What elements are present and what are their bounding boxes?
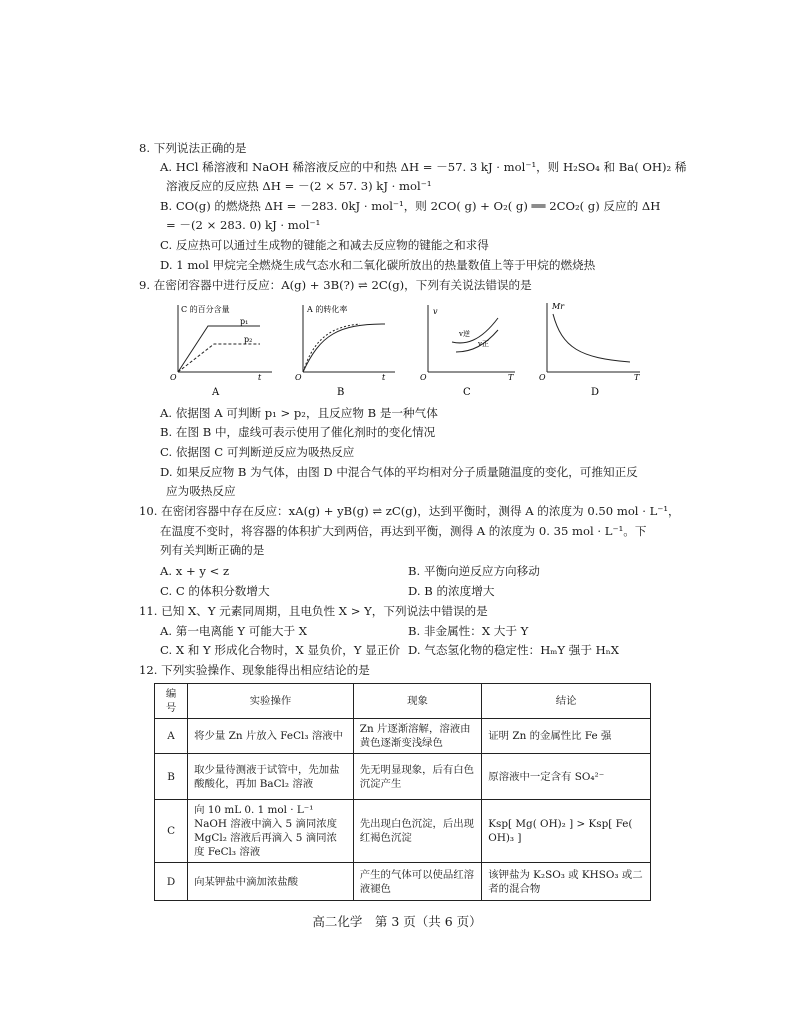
row-c-number: C bbox=[155, 800, 188, 863]
row-b-phenomenon: 先无明显现象，后有白色沉淀产生 bbox=[353, 754, 482, 800]
row-a-conclusion: 证明 Zn 的金属性比 Fe 强 bbox=[482, 719, 651, 754]
row-b-operation: 取少量待测液于试管中，先加盐酸酸化，再加 BaCl₂ 溶液 bbox=[188, 754, 354, 800]
q10-option-d: D. B 的浓度增大 bbox=[408, 584, 495, 598]
row-c-operation: 向 10 mL 0. 1 mol · L⁻¹ NaOH 溶液中滴入 5 滴同浓度 MgCl₂ 溶液后再滴入 5 滴同浓度 FeCl₃ 溶液 bbox=[188, 800, 354, 863]
q9-option-c: C. 依据图 C 可判断逆反应为吸热反应 bbox=[160, 445, 355, 459]
figure-a-p2-label: p₂ bbox=[244, 335, 253, 344]
q8-option-c: C. 反应热可以通过生成物的键能之和减去反应物的键能之和求得 bbox=[160, 238, 489, 252]
experiment-table bbox=[154, 683, 651, 901]
row-a-operation: 将少量 Zn 片放入 FeCl₃ 溶液中 bbox=[188, 719, 354, 754]
row-c-phenomenon: 先出现白色沉淀，后出现红褐色沉淀 bbox=[353, 800, 482, 863]
q8-option-a-cont: 溶液反应的反应热 ΔH = －(2 × 57. 3) kJ · mol⁻¹ bbox=[166, 179, 432, 193]
figure-b-caption: B bbox=[337, 387, 345, 398]
q10-stem-line1: 10. 在密闭容器中存在反应：xA(g) + yB(g) ⇌ zC(g)，达到平衡时，测得 A 的浓度为 0.50 mol · L⁻¹， bbox=[139, 504, 680, 518]
row-d-number: D bbox=[155, 863, 188, 901]
q9-option-a: A. 依据图 A 可判断 p₁ > p₂，且反应物 B 是一种气体 bbox=[160, 406, 438, 420]
q8-option-b: B. CO(g) 的燃烧热 ΔH = －283. 0kJ · mol⁻¹，则 2CO( g) + O₂( g) ══ 2CO₂( g) 反应的 ΔH bbox=[160, 199, 661, 213]
figure-c-vfwd-label: v正 bbox=[478, 340, 489, 348]
row-a-phenomenon: Zn 片逐渐溶解，溶液由黄色逐渐变浅绿色 bbox=[353, 719, 482, 754]
q12-stem: 12. 下列实验操作、现象能得出相应结论的是 bbox=[139, 663, 370, 677]
q10-stem-line3: 列有关判断正确的是 bbox=[160, 543, 265, 557]
figure-c-origin: O bbox=[420, 373, 427, 382]
q9-option-d: D. 如果反应物 B 为气体，由图 D 中混合气体的平均相对分子质量随温度的变化，可推知正反 bbox=[160, 465, 638, 479]
header-operation: 实验操作 bbox=[188, 684, 354, 719]
row-d-conclusion: 该钾盐为 K₂SO₃ 或 KHSO₃ 或二者的混合物 bbox=[482, 863, 651, 901]
figure-b-xlabel: t bbox=[382, 373, 386, 382]
q11-option-b: B. 非金属性：X 大于 Y bbox=[408, 624, 529, 638]
figure-c-caption: C bbox=[463, 387, 471, 398]
figure-d-ylabel: Mr bbox=[552, 302, 565, 311]
q9-figures bbox=[160, 300, 660, 400]
header-phenomenon: 现象 bbox=[353, 684, 482, 719]
figure-b-dashed-curve bbox=[303, 324, 360, 372]
q8-option-d: D. 1 mol 甲烷完全燃烧生成气态水和二氧化碳所放出的热量数值上等于甲烷的燃烧热 bbox=[160, 258, 596, 272]
figure-b-ylabel: A 的转化率 bbox=[307, 305, 348, 314]
page-footer: 高二化学 第 3 页（共 6 页） bbox=[312, 914, 482, 929]
figure-d-curve bbox=[553, 314, 630, 362]
figure-d-caption: D bbox=[591, 387, 600, 398]
figure-c-ylabel: v bbox=[433, 307, 438, 316]
row-b-conclusion: 原溶液中一定含有 SO₄²⁻ bbox=[482, 754, 651, 800]
figure-c bbox=[420, 305, 515, 398]
q8-option-b-cont: = －(2 × 283. 0) kJ · mol⁻¹ bbox=[166, 218, 321, 232]
figure-d-origin: O bbox=[539, 373, 546, 382]
q8-option-a: A. HCl 稀溶液和 NaOH 稀溶液反应的中和热 ΔH = －57. 3 kJ · mol⁻¹，则 H₂SO₄ 和 Ba( OH)₂ 稀 bbox=[160, 160, 687, 174]
table-row bbox=[155, 800, 651, 863]
q9-option-b: B. 在图 B 中，虚线可表示使用了催化剂时的变化情况 bbox=[160, 425, 436, 439]
header-conclusion: 结论 bbox=[482, 684, 651, 719]
figure-a-origin: O bbox=[170, 373, 177, 382]
q8-stem: 8. 下列说法正确的是 bbox=[139, 141, 247, 155]
row-c-conclusion: Ksp[ Mg( OH)₂ ] > Ksp[ Fe( OH)₃ ] bbox=[482, 800, 651, 863]
q11-stem: 11. 已知 X、Y 元素同周期，且电负性 X > Y，下列说法中错误的是 bbox=[139, 604, 488, 618]
figure-a-caption: A bbox=[212, 387, 220, 398]
figure-a-p1-label: p₁ bbox=[240, 317, 249, 326]
figure-b-origin: O bbox=[295, 373, 302, 382]
row-d-phenomenon: 产生的气体可以使品红溶液褪色 bbox=[353, 863, 482, 901]
figure-d-xlabel: T bbox=[634, 373, 640, 382]
figure-c-xlabel: T bbox=[508, 373, 514, 382]
figure-a-curve-p2 bbox=[178, 344, 260, 372]
figure-a bbox=[170, 304, 272, 398]
figure-a-curve-p1 bbox=[178, 326, 260, 372]
table-row bbox=[155, 719, 651, 754]
figure-a-xlabel: t bbox=[258, 373, 262, 382]
q10-stem-line2: 在温度不变时，将容器的体积扩大到两倍，再达到平衡，测得 A 的浓度为 0. 35 mol · L⁻¹。下 bbox=[160, 524, 647, 538]
q10-option-c: C. C 的体积分数增大 bbox=[160, 584, 270, 598]
q11-option-d: D. 气态氢化物的稳定性：HₘY 强于 HₙX bbox=[408, 643, 620, 657]
q11-option-a: A. 第一电离能 Y 可能大于 X bbox=[160, 624, 308, 638]
table-row bbox=[155, 863, 651, 901]
figure-b-solid-curve bbox=[303, 324, 385, 372]
header-number: 编号 bbox=[155, 684, 188, 719]
figure-a-ylabel: C 的百分含量 bbox=[181, 305, 230, 314]
table-row bbox=[155, 754, 651, 800]
figure-b bbox=[295, 304, 395, 398]
q10-option-a: A. x + y < z bbox=[160, 564, 230, 578]
q11-option-c: C. X 和 Y 形成化合物时，X 显负价，Y 显正价 bbox=[160, 643, 400, 657]
q9-stem: 9. 在密闭容器中进行反应：A(g) + 3B(?) ⇌ 2C(g)，下列有关说法错误的是 bbox=[139, 278, 532, 292]
row-a-number: A bbox=[155, 719, 188, 754]
q9-option-d-cont: 应为吸热反应 bbox=[166, 484, 236, 498]
table-header-row bbox=[155, 684, 651, 719]
row-d-operation: 向某钾盐中滴加浓盐酸 bbox=[188, 863, 354, 901]
row-b-number: B bbox=[155, 754, 188, 800]
figure-d bbox=[539, 302, 640, 398]
figure-c-vrev-label: v逆 bbox=[459, 330, 470, 338]
q10-option-b: B. 平衡向逆反应方向移动 bbox=[408, 564, 540, 578]
